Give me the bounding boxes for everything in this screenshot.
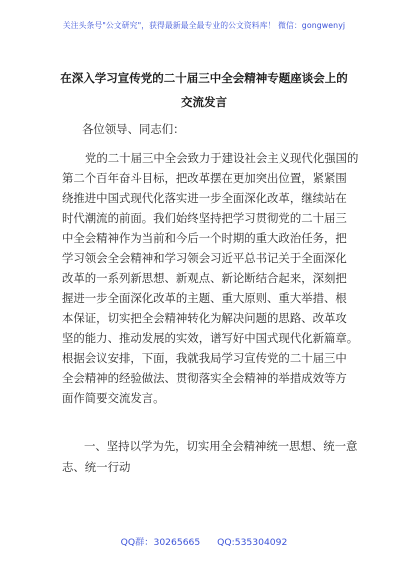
paragraph-line: 改革的一系列新思想、新观点、新论断结合起来，深刻把: [62, 271, 347, 285]
paragraph-line: 面作简要交流发言。: [62, 391, 165, 405]
footer-qq: QQ:535304092: [217, 537, 288, 548]
footer-contact: [0, 534, 408, 548]
paragraph-line: 第二个百年奋斗目标，把改革摆在更加突出位置，紧紧围: [62, 171, 347, 185]
title-line-1: 在深入学习宣传党的二十届三中全会精神专题座谈会上的: [60, 71, 348, 85]
paragraph-line: 握进一步全面深化改革的主题、重大原则、重大举措、根: [62, 291, 347, 305]
salutation: 各位领导、同志们：: [82, 122, 185, 136]
paragraph-line: 中全会精神作为当前和今后一个时期的重大政治任务，把: [62, 231, 347, 245]
section-heading-line: 志、统一行动: [62, 460, 131, 474]
paragraph-line: 党的二十届三中全会致力于建设社会主义现代化强国的: [85, 151, 359, 165]
paragraph-line: 时代潮流的前面。我们始终坚持把学习贯彻党的二十届三: [62, 211, 347, 225]
section-heading-line: 一、坚持以学为先，切实用全会精神统一思想、统一意: [84, 439, 358, 453]
paragraph-line: 学习领会全会精神和学习领会习近平总书记关于全面深化: [62, 251, 347, 265]
paragraph-line: 全会精神的经验做法、贯彻落实全会精神的举措成效等方: [62, 371, 347, 385]
paragraph-line: 绕推进中国式现代化落实进一步全面深化改革，继续站在: [62, 191, 347, 205]
paragraph-1: [62, 148, 359, 408]
title-line-2: 交流发言: [181, 95, 227, 109]
footer-qq-group: QQ群：30265665: [120, 537, 201, 548]
paragraph-line: 根据会议安排，下面，我就我局学习宣传党的二十届三中: [62, 351, 347, 365]
document-title: [40, 66, 368, 114]
paragraph-line: 坚的能力、推动发展的实效，谱写好中国式现代化新篇章。: [62, 331, 359, 345]
section-1-heading: [62, 436, 358, 478]
paragraph-line: 本保证，切实把全会精神转化为解决问题的思路、改革攻: [62, 311, 347, 325]
header-banner: 关注头条号"公文研究"，获得最新最全最专业的公文资料库！ 微信：gongwenyj: [62, 21, 346, 30]
